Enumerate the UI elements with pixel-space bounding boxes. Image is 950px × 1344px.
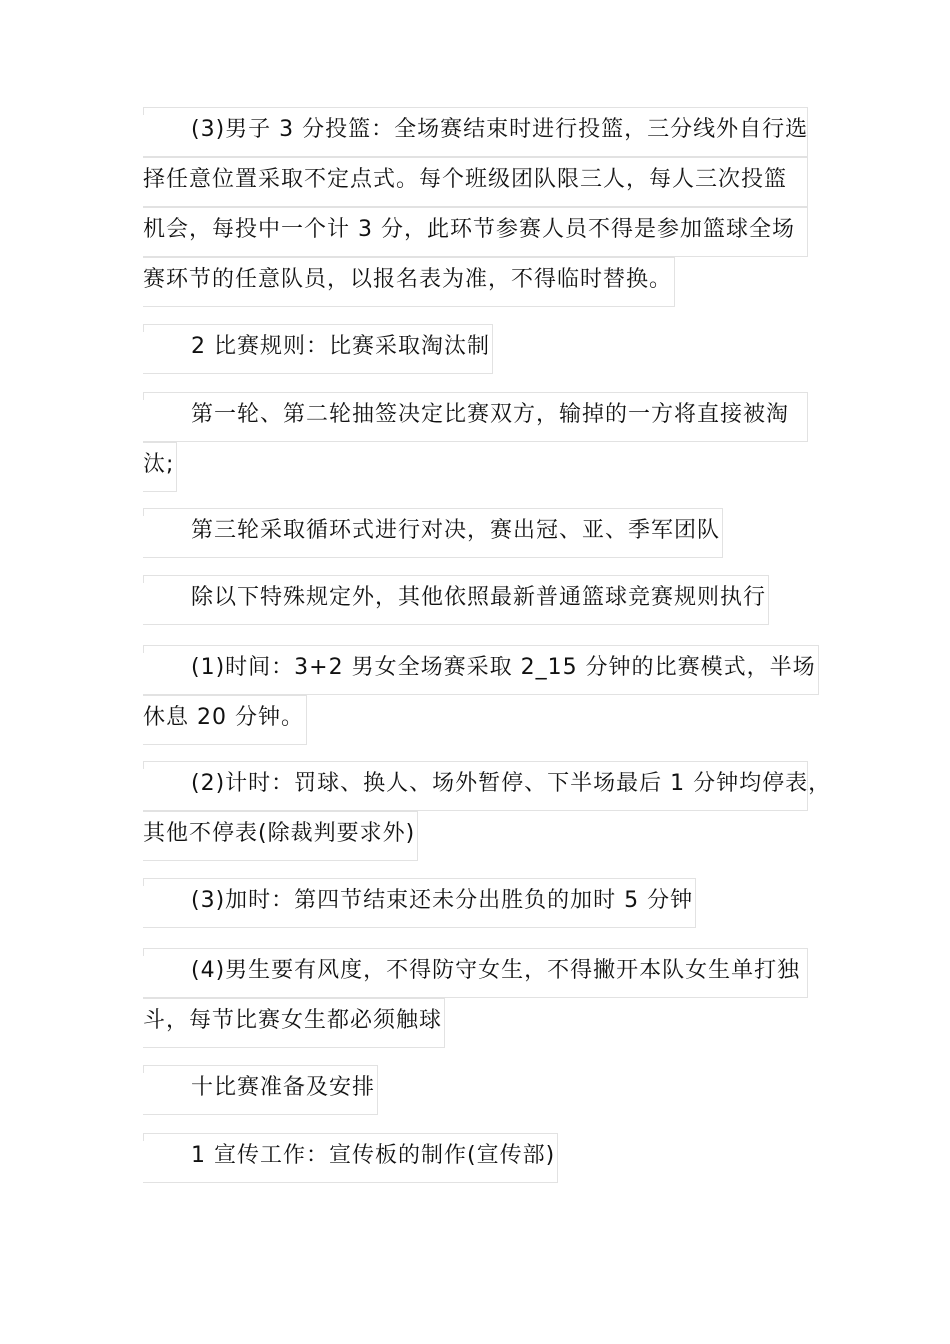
paragraph-publicity — [143, 1133, 808, 1183]
paragraph-competition-rules — [143, 324, 808, 374]
paragraph-line: 汰; — [143, 442, 177, 492]
paragraph-line: 斗，每节比赛女生都必须触球 — [143, 998, 445, 1048]
paragraph-line: 十比赛准备及安排 — [143, 1065, 378, 1115]
paragraph-overtime — [143, 878, 808, 928]
paragraph-line: (2)计时：罚球、换人、场外暂停、下半场最后 1 分钟均停表， — [143, 761, 808, 811]
section-heading-preparation — [143, 1065, 808, 1115]
paragraph-timing — [143, 761, 832, 861]
paragraph-sportsmanship — [143, 948, 808, 1048]
paragraph-line: 机会，每投中一个计 3 分，此环节参赛人员不得是参加篮球全场 — [143, 207, 808, 257]
paragraph-line: (1)时间：3+2 男女全场赛采取 2_15 分钟的比赛模式，半场 — [143, 645, 819, 695]
paragraph-special-rules — [143, 575, 808, 625]
paragraph-line: 除以下特殊规定外，其他依照最新普通篮球竞赛规则执行 — [143, 575, 769, 625]
paragraph-line: 1 宣传工作：宣传板的制作(宣传部) — [143, 1133, 558, 1183]
paragraph-line: 第三轮采取循环式进行对决，赛出冠、亚、季军团队 — [143, 508, 723, 558]
paragraph-line: 赛环节的任意队员，以报名表为准，不得临时替换。 — [143, 257, 675, 307]
paragraph-line: 休息 20 分钟。 — [143, 695, 307, 745]
paragraph-line: 其他不停表(除裁判要求外) — [143, 811, 418, 861]
paragraph-3-point-shooting — [143, 107, 808, 307]
paragraph-rounds-1-2 — [143, 392, 808, 492]
paragraph-line: (3)加时：第四节结束还未分出胜负的加时 5 分钟 — [143, 878, 696, 928]
paragraph-time — [143, 645, 816, 745]
paragraph-line: 第一轮、第二轮抽签决定比赛双方，输掉的一方将直接被淘 — [143, 392, 808, 442]
paragraph-line: 择任意位置采取不定点式。每个班级团队限三人，每人三次投篮 — [143, 157, 808, 207]
paragraph-line: (4)男生要有风度，不得防守女生，不得撇开本队女生单打独 — [143, 948, 808, 998]
paragraph-line: 2 比赛规则：比赛采取淘汰制 — [143, 324, 493, 374]
paragraph-line: (3)男子 3 分投篮：全场赛结束时进行投篮，三分线外自行选 — [143, 107, 808, 157]
paragraph-round-3 — [143, 508, 808, 558]
